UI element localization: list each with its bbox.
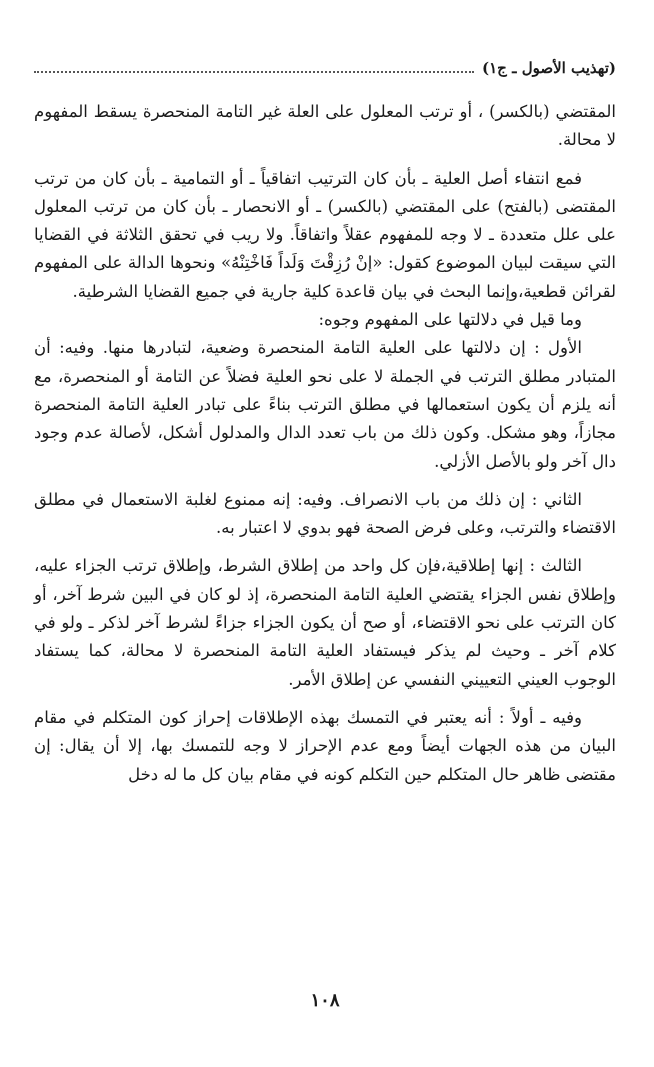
paragraph-intro-views: وما قيل في دلالتها على المفهوم وجوه: bbox=[318, 310, 582, 330]
paragraph-objection: وفيه ـ أولاً : أنه يعتبر في التمسك بهذه الإطلاقات إحراز كون المتكلم في مقام البيان من هذه الجهات أيضاً ومع عدم الإحراز لا وجه للتمسك بها، إلا أن يقال: إن مقتضى ظاهر حال المتكلم حين التكلم كونه في مقام بيان كل ما له دخل bbox=[34, 707, 616, 784]
paragraph-gap bbox=[34, 476, 616, 486]
header-dotted-leader bbox=[34, 71, 474, 73]
paragraph-gap bbox=[34, 542, 616, 552]
book-page bbox=[34, 0, 616, 1067]
paragraph-continuation: المقتضي (بالكسر) ، أو ترتب المعلول على العلة غير التامة المنحصرة يسقط المفهوم لا محالة. bbox=[34, 102, 616, 150]
paragraph-gap bbox=[34, 694, 616, 704]
running-header bbox=[34, 56, 616, 80]
paragraph-second-view: الثاني : إن ذلك من باب الانصراف. وفيه: إنه ممنوع لغلبة الاستعمال في مطلق الاقتضاء والترتب، وعلى فرض الصحة فهو بدوي لا اعتبار به. bbox=[34, 489, 616, 538]
header-title: (تهذيب الأصول ـ ج١) bbox=[482, 59, 616, 77]
paragraph-first-view: الأول : إن دلالتها على العلية التامة المنحصرة وضعية، لتبادرها منها. وفيه: أن المتبادر مطلق الترتب في الجملة لا على نحو العلية فضلاً عن التامة أو المنحصرة، مع أنه يلزم أن يكون استعمالها في مطلق الترتب بناءً على تبادر العلية التامة المنحصرة مجازاً، وهو مشكل. وكون ذلك من باب تعدد الدال والمدلول أشكل، لأصالة عدم وجود دال آخر ولو بالأصل الأزلي. bbox=[34, 338, 616, 471]
paragraph-conditions: فمع انتفاء أصل العلية ـ بأن كان الترتيب اتفاقياً ـ أو التمامية ـ بأن كان من ترتب المقتضى (بالفتح) على المقتضي (بالكسر) ـ أو الانحصار ـ بأن كان من ترتب المعلول على علل متعددة ـ لا وجه للمفهوم عقلاً واتفاقاً. ولا ريب في تحقق الثلاثة في القضايا التي سيقت لبيان الموضوع كقول: «إنْ رُزِقْتَ وَلَداً فَاخْتِنْهُ» ونحوها الدالة على المفهوم لقرائن قطعية،وإنما البحث في بيان قاعدة كلية جارية في جميع القضايا الشرطية. bbox=[34, 168, 616, 301]
page-number: ١٠٨ bbox=[310, 990, 340, 1011]
body-text bbox=[34, 98, 616, 789]
paragraph-third-view: الثالث : إنها إطلاقية،فإن كل واحد من إطلاق الشرط، وإطلاق ترتب الجزاء عليه، وإطلاق نفس الجزاء يقتضي العلية التامة المنحصرة، إذ لو كان في البين شرط آخر، أو كان الترتب على نحو الاقتضاء، أو صح أن يكون الجزاء جزاءً لشرط آخر لذكر ـ ولو في كلام آخر ـ وحيث لم يذكر فيستفاد العلية التامة المنحصرة لا محالة، كما يستفاد الوجوب العيني التعييني النفسي عن إطلاق الأمر. bbox=[34, 556, 616, 689]
paragraph-gap bbox=[34, 155, 616, 165]
